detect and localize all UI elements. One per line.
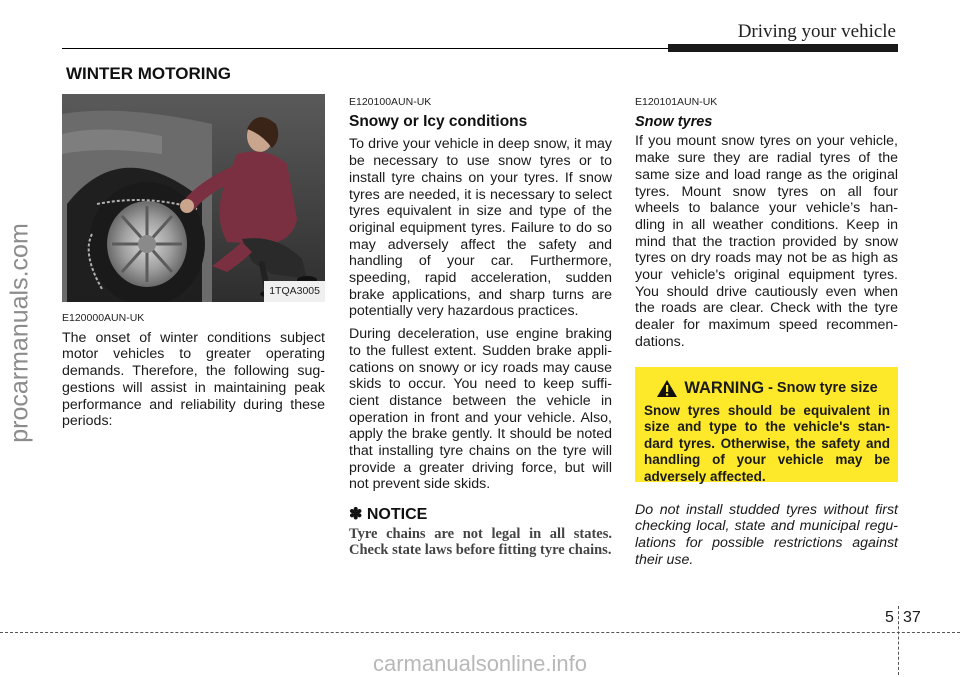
intro-paragraph: The onset of winter conditions subject motor vehicles to greater operating demands. Therefore, the following sug-gestions will assist in maintaining peak performance and reliability during these periods: [62, 329, 325, 430]
header-rule [62, 48, 668, 49]
notice-text: Tyre chains are not legal in all states. Check state laws before fitting tyre chains. [349, 525, 612, 558]
snow-chains-paragraph: To drive your vehicle in deep snow, it may be necessary to use snow tyres or to install tyre chains on your tyres. If snow tyres are needed, it is necessary to select tyres equivalent in size and type of the original equipment tyres. Failure to do so may adversely affect the safety and handling of your car. Furthermore, speeding, rapid acceleration, sudden brake applications, and sharp turns are potentially very hazardous practices. [349, 136, 612, 320]
tyre-chain-illustration [62, 94, 325, 302]
header-bar [668, 44, 898, 52]
chapter-title: Driving your vehicle [737, 21, 896, 42]
side-watermark: procarmanuals.com [5, 223, 34, 443]
middle-column [349, 94, 612, 558]
footer-rule [0, 632, 960, 633]
snow-tyres-paragraph: If you mount snow tyres on your vehicle, make sure they are radial tyres of the same size and load range as the original tyres. Mount snow tyres on all four wheels to balance your vehicle’s han-dling in all weather conditions. Keep in mind that the traction provided by snow tyres on dry roads may not be as high as your vehicle's original equipment tyres. You should drive cautiously even when the roads are clear. Check with the tyre dealer for maximum speed recommen-dations. [635, 133, 898, 350]
deceleration-paragraph: During deceleration, use engine braking to the fullest extent. Sudden brake appli-cations on snowy or icy roads may cause skids to occur. You need to keep suffi-cient distance between the vehicle in operation in front and your vehicle. Also, apply the brake gently. It should be noted that installing tyre chains on the tyre will provide a greater driving force, but will not prevent side skids. [349, 326, 612, 493]
section-code: E120000AUN-UK [62, 312, 145, 324]
warning-text: Snow tyres should be equivalent in size and type to the vehicle's stan-dard tyres. Otherwise, the safety and handling of your vehicle may be adversely affected. [644, 402, 890, 484]
snow-tyres-heading: Snow tyres [635, 113, 713, 130]
warning-triangle-icon [656, 379, 678, 398]
warning-title [644, 379, 890, 398]
woman-fitting-chains-image [62, 94, 325, 302]
section-code: E120101AUN-UK [635, 96, 718, 108]
snowy-icy-heading: Snowy or Icy conditions [349, 112, 528, 130]
section-heading: WINTER MOTORING [66, 64, 231, 83]
footer-watermark: carmanualsonline.info [372, 651, 588, 676]
warning-subtitle: - Snow tyre size [768, 379, 878, 396]
right-column [635, 94, 898, 568]
page-chapter-number: 5 [885, 609, 894, 626]
page-number: 37 [903, 609, 921, 626]
left-column [62, 94, 325, 436]
warning-label: WARNING [684, 378, 765, 397]
notice-heading: ✽ NOTICE [349, 506, 428, 524]
studded-tyres-note: Do not install studded tyres without first checking local, state and municipal regu-lations for possible restrictions against their use. [635, 501, 898, 568]
warning-box [635, 367, 898, 482]
section-code: E120100AUN-UK [349, 96, 432, 108]
figure-label: 1TQA3005 [264, 281, 325, 302]
